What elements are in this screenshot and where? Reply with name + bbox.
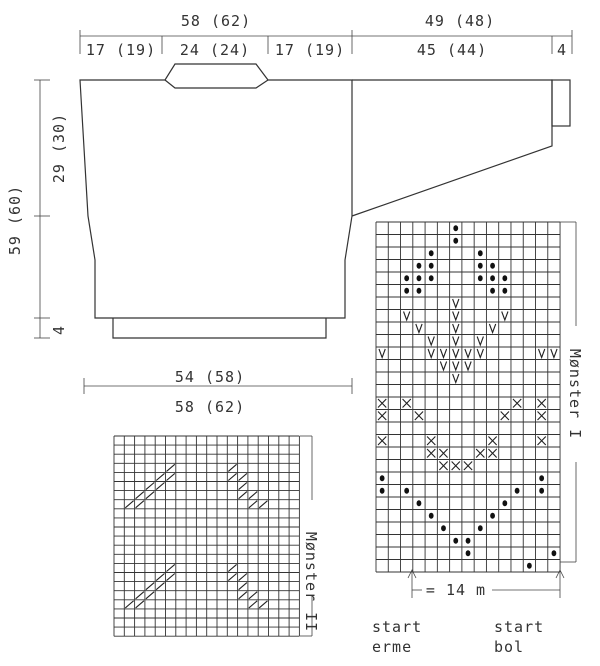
pattern-chart-one — [376, 222, 560, 572]
body-width-label: 58 (62) — [180, 12, 252, 30]
sleeve-length-label: 49 (48) — [424, 12, 496, 30]
armhole-depth-label: 29 (30) — [50, 112, 68, 184]
sleeve-main-label: 45 (44) — [416, 41, 488, 59]
chart-two-annotations — [300, 436, 320, 636]
left-measurements — [6, 80, 68, 338]
shoulder-left-label: 17 (19) — [85, 41, 157, 59]
neck-width-label: 24 (24) — [179, 41, 251, 59]
width-measurements — [84, 368, 352, 416]
total-length-label: 59 (60) — [6, 184, 24, 256]
start-body-label-1: start — [494, 618, 545, 636]
chart-two-title: Mønster II — [302, 531, 320, 633]
repeat-label: = 14 m — [425, 581, 487, 599]
start-sleeve-label-2: erme — [372, 638, 413, 656]
start-sleeve-label-1: start — [372, 618, 423, 636]
chart-one-annotations — [372, 222, 584, 656]
rib-height-label: 4 — [50, 324, 68, 336]
lower-width-label: 58 (62) — [174, 398, 246, 416]
pattern-chart-two — [114, 436, 299, 636]
shoulder-right-label: 17 (19) — [274, 41, 346, 59]
rib-width-label: 54 (58) — [174, 368, 246, 386]
cuff-label: 4 — [556, 41, 568, 59]
start-body-label-2: bol — [494, 638, 525, 656]
top-measurements — [80, 12, 572, 59]
chart-one-title: Mønster I — [566, 348, 584, 440]
